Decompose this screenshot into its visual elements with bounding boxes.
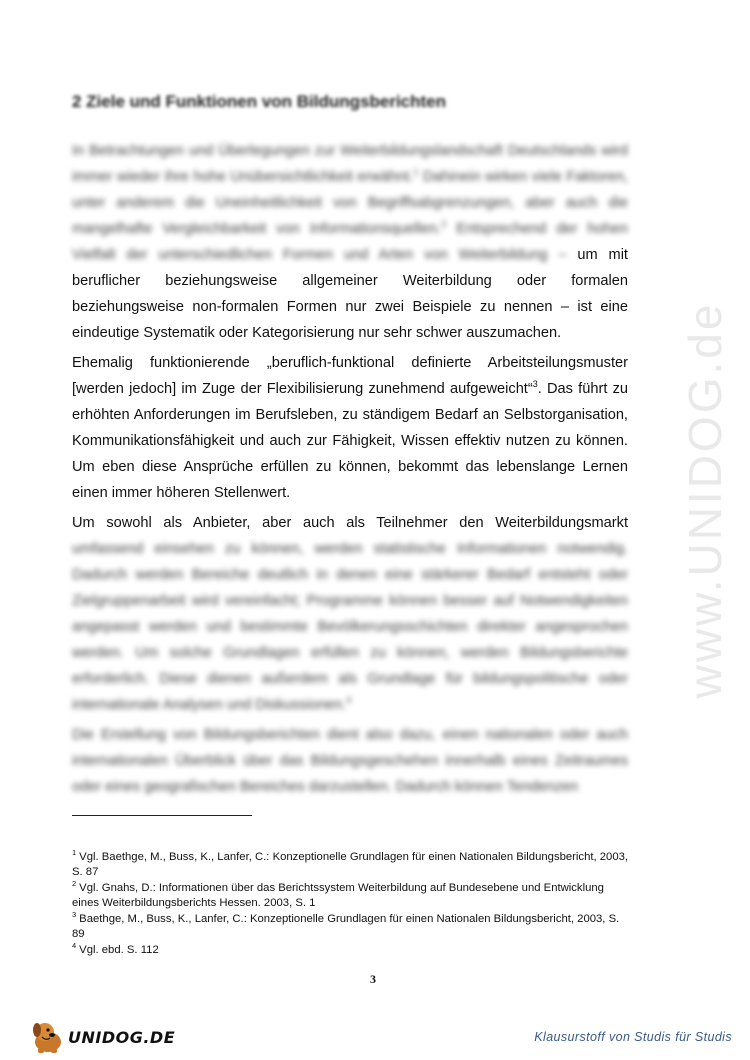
paragraph-2 xyxy=(72,350,628,506)
footnote-1: $^1$ Vgl. Baethge, M., Buss, K., Lanfer, C.: Konzeptionelle Grundlagen für einen Nationalen Bildungsbericht, 2003, S. 87 xyxy=(72,848,629,878)
footnote-ref: 3 xyxy=(532,379,538,390)
watermark: www.UNIDOG.de xyxy=(679,301,731,699)
page-number: 3 xyxy=(370,972,376,986)
footnotes xyxy=(72,850,632,960)
footnote-ref: 2 xyxy=(441,219,447,230)
paragraph-1 xyxy=(72,138,628,346)
blurred-text: Dahinein wirken viele Faktoren, unter anderem die Uneinheitlichkeit von Begriffsabgrenzungen, aber auch die mangelhafte Vergleichbarkeit von Informationsquellen. xyxy=(72,169,628,237)
blurred-text: wird immer wieder ihre hohe Unübersichtlichkeit erwähnt. xyxy=(72,143,628,185)
paragraph-3-visible-text: Um sowohl als Anbieter, aber auch als Teilnehmer den Weiterbildungsmarkt xyxy=(72,515,628,531)
footnote-divider xyxy=(72,815,252,816)
footnote-3: $^3$ Baethge, M., Buss, K., Lanfer, C.: Konzeptionelle Grundlagen für einen Nationalen Bildungsbericht, 2003, S. 89 xyxy=(72,910,620,940)
section-heading: 2 Ziele und Funktionen von Bildungsberichten xyxy=(72,92,447,111)
logo-text: UNIDOG.DE xyxy=(68,1028,176,1047)
footnote-ref: 1 xyxy=(413,167,419,178)
paragraph-1-visible-text: um mit beruflicher beziehungsweise allgemeiner Weiterbildung oder formalen beziehungsweise non-formalen Formen nur zwei Beispiele zu nennen – ist eine eindeutige Systematik oder Kategorisierung nur sehr schwer auszumachen. xyxy=(72,247,628,341)
footnote-2: $^2$ Vgl. Gnahs, D.: Informationen über das Berichtssystem Weiterbildung auf Bundesebene und Entwicklung eines Weiterbildungsberichts Hessen. 2003, S. 1 xyxy=(72,879,604,909)
footnote-4: $^4$ Vgl. ebd. S. 112 xyxy=(72,941,159,956)
footnote-ref: 4 xyxy=(346,695,352,706)
paragraph-2-rest: . Das führt zu erhöhten Anforderungen im Berufsleben, zu ständigem Bedarf an Selbstorganisation, Kommunikationsfähigkeit und auch zur Fähigkeit, Wissen effektiv nutzen zu können. Um eben diese Ansprüche erfüllen zu können, bekommt das lebenslange Lernen einen immer höheren Stellenwert. xyxy=(72,381,628,501)
blurred-text: In Betrachtungen und Überlegungen zur Weiterbildungslandschaft Deutschlands xyxy=(72,143,597,159)
footer-tagline: Klausurstoff von Studis für Studis xyxy=(534,1030,732,1044)
paragraph-2-text: Ehemalig funktionierende „beruflich-funktional definierte Arbeitsteilungsmuster [werden jedoch] im Zuge der Flexibilisierung zunehmend aufgeweicht“ xyxy=(72,355,628,397)
blurred-text: umfassend einsehen zu können, werden statistische Informationen notwendig. Dadurch werden Bereiche deutlich in denen eine stärkerer Bedarf entsteht oder Zielgruppenarbeit wird vereinfacht; Programme können besser auf Notwendigkeiten angepasst werden und bestimmte Bevölkerungsschichten direkter angesprochen werden. Um solche Grundlagen erfüllen zu können, werden Bildungsberichte erforderlich. Diese dienen außerdem als Grundlage für bildungspolitische oder internationale Analysen und Diskussionen. xyxy=(72,541,628,713)
unidog-logo[interactable] xyxy=(28,1018,188,1054)
paragraph-4: Die Erstellung von Bildungsberichten dient also dazu, einen nationalen oder auch internationalen Überblick über das Bildungsgeschehen innerhalb eines Zeitraumes oder eines geografischen Bereiches darzustellen. Dadurch können Tendenzen xyxy=(72,727,628,795)
paragraph-3 xyxy=(72,510,628,718)
dog-mascot-icon xyxy=(28,1018,68,1054)
blurred-text: Entsprechend der hohen Vielfalt der unterschiedlichen Formen und Arten von Weiterbildung – xyxy=(72,221,629,263)
